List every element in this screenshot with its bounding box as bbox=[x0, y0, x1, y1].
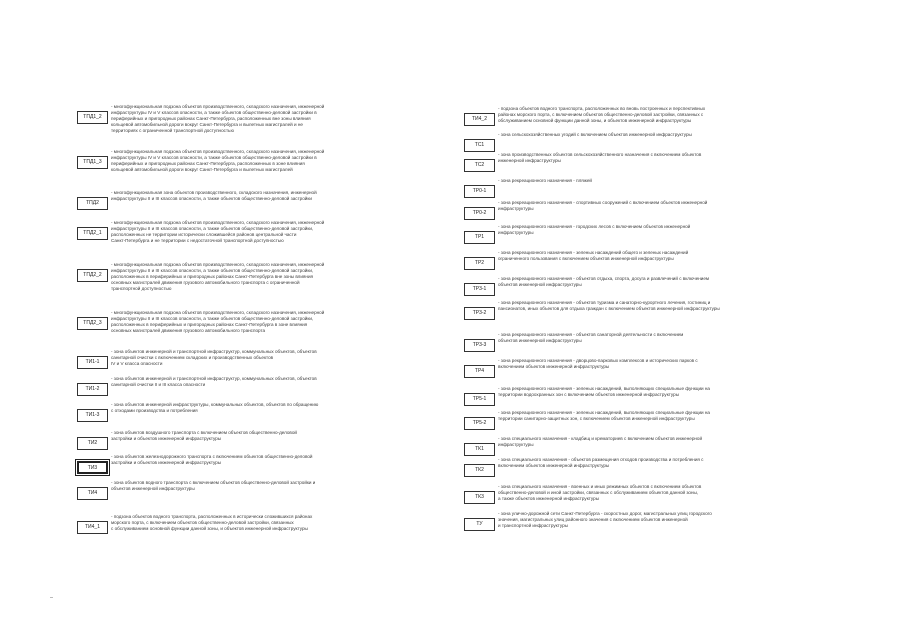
zone-description-line: ограниченного пользования с включением объектов инженерной инфраструктуры bbox=[498, 255, 674, 261]
zone-description bbox=[498, 276, 709, 288]
zone-code-box: ТР2 bbox=[464, 257, 495, 270]
zone-code-box: ТУ bbox=[464, 518, 495, 531]
zone-description-line: - зона объектов железнодорожного транспорта с включением объектов общественно-деловой bbox=[111, 454, 313, 459]
zone-code-box: ТПД1_2 bbox=[77, 111, 108, 124]
zone-description-line: - зона рекреационного назначения - городских лесов с включением объектов инженерной bbox=[498, 224, 691, 229]
zone-description-line: кольцевой автомобильной дороги вокруг Санкт-Петербурга и вылетных магистралей и не bbox=[111, 121, 303, 127]
zone-code-box: ТС2 bbox=[464, 159, 495, 172]
zone-description-line: периферийных и пригородных районах Санкт-Петербурга, расположенных вне зоны влияния bbox=[111, 115, 311, 121]
zone-code-box: ТИ4 bbox=[77, 487, 108, 500]
zone-description-line: - зона объектов инженерной инфраструктуры, коммунальных объектов, объектов по обращению bbox=[111, 402, 319, 407]
zone-description-line: обслуживанием основной функции данной зоны, и объектов инженерной инфраструктуры bbox=[498, 117, 692, 123]
zone-code-box: ТИ3 bbox=[77, 461, 108, 474]
zone-description bbox=[111, 104, 324, 134]
zone-description-line: санитарной очистки II и III класса опасности bbox=[111, 381, 206, 387]
zone-description-line: - многофункциональная подзона объектов производственного, складского назначения, инженерной bbox=[111, 220, 325, 225]
zone-description-line: расположенных в периферийных и пригородных районах Санкт-Петербурга вне зоны влияния bbox=[111, 273, 313, 279]
zone-description-line: инфраструктуры bbox=[498, 229, 534, 235]
zone-description-line: - многофункциональная подзона объектов производственного, складского назначения, инженерной bbox=[111, 149, 325, 154]
zone-description bbox=[498, 132, 692, 138]
zone-description-line: с обслуживанием основной функции данной зоны, и объектов инженерной инфраструктуры bbox=[111, 525, 308, 531]
zone-code-box: ТПД1_3 bbox=[77, 156, 108, 169]
zone-description-line: морского порта, с включением объектов общественно-деловой застройки, связанных bbox=[111, 519, 294, 525]
zone-description-line: - зона специального назначения - кладбищ и крематориев с включением объектов инженерной bbox=[498, 436, 703, 441]
zone-description-line: включением объектов инженерной инфраструктуры bbox=[498, 363, 610, 369]
zone-description-line: включением объектов инженерной инфраструктуры bbox=[498, 462, 610, 468]
zone-description bbox=[498, 410, 710, 422]
zone-description bbox=[111, 310, 324, 334]
zone-code-box: ТР4 bbox=[464, 365, 495, 378]
zone-description-line: санитарной очистки с включением складских и производственных объектов bbox=[111, 354, 274, 360]
zone-description-line: основных магистралей движения грузового автомобильного транспорта bbox=[111, 327, 266, 333]
zone-description-line: инфраструктуры IV и V классов опасности, а также объектов общественно-деловой застройки в bbox=[111, 154, 317, 160]
zone-description-line: застройки и объектов инженерной инфраструктуры bbox=[111, 459, 222, 465]
zone-description bbox=[111, 514, 312, 532]
zone-description-line: периферийных и пригородных районах Санкт-Петербурга, расположенных в зоне влияния bbox=[111, 160, 305, 166]
zone-description-line: а также объектов инженерной инфраструктуры bbox=[498, 495, 600, 501]
zone-description-line: - зона рекреационного назначения - объектов отдыха, спорта, досуга и развлечений с включением bbox=[498, 276, 710, 281]
page-mark bbox=[50, 597, 53, 598]
zone-description-line: - зона рекреационного назначения - зеленых насаждений общего и зеленых насаждений bbox=[498, 250, 689, 255]
zone-description-line: Санкт-Петербурга и не территории с недостаточной транспортной доступностью bbox=[111, 237, 284, 243]
zone-description bbox=[498, 332, 683, 344]
zone-code-box: ТИ1-2 bbox=[77, 383, 108, 396]
zone-description-line: значения, магистральных улиц районного значения с включением объектов инженерной bbox=[498, 516, 688, 522]
zone-description bbox=[498, 152, 701, 164]
zone-description bbox=[111, 220, 324, 244]
zone-description-line: инфраструктуры II и III классов опасности, а также объектов общественно-деловой застройки, bbox=[111, 267, 314, 273]
zone-description-line: пансионатов, иных объектов для отдыха граждан с включением объектов инженерной инфраструктуры bbox=[498, 305, 720, 311]
zone-description-line: инфраструктуры IV и V классов опасности, а также объектов общественно-деловой застройки в bbox=[111, 109, 317, 115]
zone-description-line: - зона улично-дорожной сети Санкт-Петербурга - скоростных дорог, магистральных улиц городского bbox=[498, 511, 712, 516]
zone-description bbox=[498, 250, 688, 262]
zone-description-line: - зона рекреационного назначения - объектов туризма и санаторно-курортного лечения, гостиниц и bbox=[498, 300, 711, 305]
zone-description bbox=[498, 300, 720, 312]
zone-code-box: ТК3 bbox=[464, 491, 495, 504]
zone-description-line: объектов инженерной инфраструктуры bbox=[498, 337, 582, 343]
zone-description-line: инфраструктуры II и III классов опасности, а также объектов общественно-деловой застройки, bbox=[111, 315, 314, 321]
zone-description bbox=[498, 484, 701, 502]
zone-description-line: - зона производственных объектов сельскохозяйственного назначения с включением объектов bbox=[498, 152, 702, 157]
zone-code-box: ТС1 bbox=[464, 139, 495, 152]
zone-description-line: - зона рекреационного назначения - объектов санаторной деятельности с включением bbox=[498, 332, 684, 337]
zone-code-box: ТПД2_1 bbox=[77, 227, 108, 240]
zone-code-box: ТИ1-3 bbox=[77, 409, 108, 422]
zone-description-line: и транспортной инфраструктуры bbox=[498, 522, 568, 528]
zone-code-box: ТК2 bbox=[464, 464, 495, 477]
zone-description bbox=[111, 149, 324, 173]
zone-code-box: ТР3-2 bbox=[464, 307, 495, 320]
zone-description-line: общественно-деловой и иной застройки, связанных с обслуживанием объектов данной зоны, bbox=[498, 489, 699, 495]
zone-code-box: ТИ4_1 bbox=[77, 521, 108, 534]
zone-description-line: кольцевой автомобильной дороги вокруг Санкт-Петербурга и вылетных магистралей bbox=[111, 166, 293, 172]
zone-description bbox=[498, 511, 712, 529]
zone-description bbox=[498, 178, 592, 184]
zone-description bbox=[498, 106, 705, 124]
zone-description-line: территории санитарно-защитных зон, с включением объектов инженерной инфраструктуры bbox=[498, 415, 695, 421]
zone-description-line: - подзона объектов водного транспорта, расположенных во вновь построенных и перспективных bbox=[498, 106, 706, 111]
zone-description-line: инженерной инфраструктуры bbox=[498, 157, 561, 163]
zone-description-line: - зона объектов инженерной и транспортной инфраструктур, коммунальных объектов, объектов bbox=[111, 376, 317, 381]
zone-code-box: ТК1 bbox=[464, 443, 495, 456]
zone-description bbox=[111, 454, 312, 466]
zone-description-line: - зона специального назначения - военных и иных режимных объектов с включением объектов bbox=[498, 484, 702, 489]
zone-description-line: - многофункциональная подзона объектов производственного, складского назначения, инженерной bbox=[111, 310, 325, 315]
zone-code-box: ТР1 bbox=[464, 231, 495, 244]
zone-description-line: - многофункциональная зона объектов производственного, складского назначения, инженерной bbox=[111, 190, 317, 195]
zone-description-line: расположенных не территории исторически сложившейся районов центральной части bbox=[111, 231, 297, 237]
zone-code-box: ТИ4_2 bbox=[464, 113, 495, 126]
zone-description-line: - зона рекреационного назначения - зеленых насаждений, выполняющих специальные функции на bbox=[498, 386, 710, 391]
zone-code-box: ТР3-1 bbox=[464, 283, 495, 296]
zone-code-box: ТР0-1 bbox=[464, 185, 495, 198]
zone-description bbox=[498, 358, 698, 370]
zone-description-line: расположенных в периферийных и пригородных районах Санкт-Петербурга в зоне влияния bbox=[111, 321, 308, 327]
zone-code-box: ТИ2 bbox=[77, 437, 108, 450]
zone-description-line: IV и V класса опасности bbox=[111, 360, 163, 366]
zone-description-line: инфраструктуры bbox=[498, 441, 534, 447]
zone-description-line: инфраструктуры II и III классов опасности, а также объектов общественно-деловой застройки bbox=[111, 195, 312, 201]
zone-code-box: ТПД2 bbox=[77, 197, 108, 210]
zone-description bbox=[111, 480, 315, 492]
zone-description-line: основных магистралей движения грузового автомобильного транспорта с ограниченной bbox=[111, 279, 300, 285]
zone-code-box: ТПД2_2 bbox=[77, 269, 108, 282]
zone-description bbox=[498, 224, 690, 236]
zone-description-line: транспортной доступностью bbox=[111, 285, 172, 291]
zone-description-line: - зона рекреационного назначения - зеленых насаждений, выполняющих специальные функции на bbox=[498, 410, 710, 415]
zone-code-box: ТИ1-1 bbox=[77, 356, 108, 369]
zone-description bbox=[111, 376, 317, 388]
zone-description bbox=[498, 436, 702, 448]
zone-description-line: - зона рекреационного назначения - дворцово-парковых комплексов и исторических парков с bbox=[498, 358, 698, 363]
zone-description bbox=[111, 349, 317, 367]
zone-description-line: - зона рекреационного назначения - пляжей bbox=[498, 178, 592, 183]
zone-description bbox=[111, 402, 318, 414]
zone-description-line: районах морского порта, с включением объектов общественно-деловой застройки, связанных с bbox=[498, 111, 704, 117]
zone-description-line: инфраструктуры II и III классов опасности, а также объектов общественно-деловой застройки, bbox=[111, 225, 314, 231]
zone-description-line: с отходами производства и потребления bbox=[111, 407, 198, 413]
zone-code-box: ТР3-3 bbox=[464, 339, 495, 352]
zone-code-box: ТР5-1 bbox=[464, 393, 495, 406]
zone-description-line: объектов инженерной инфраструктуры bbox=[498, 281, 582, 287]
zone-description-line: - зона объектов инженерной и транспортной инфраструктур, коммунальных объектов, объектов bbox=[111, 349, 317, 354]
zone-description bbox=[498, 386, 710, 398]
zone-description-line: - подзона объектов водного транспорта, расположенных в исторически сложившихся районах bbox=[111, 514, 313, 519]
zone-description-line: - зона объектов воздушного транспорта с включением объектов общественно-деловой bbox=[111, 430, 297, 435]
zone-description bbox=[111, 430, 297, 442]
zone-code-box: ТР5-2 bbox=[464, 417, 495, 430]
zone-description bbox=[498, 457, 703, 469]
zone-description-line: застройки и объектов инженерной инфраструктуры bbox=[111, 435, 222, 441]
zone-description-line: объектов инженерной инфраструктуры bbox=[111, 485, 195, 491]
zone-description-line: - зона специального назначения - объектов размещения отходов производства и потребления с bbox=[498, 457, 704, 462]
zone-code-box: ТР0-2 bbox=[464, 207, 495, 220]
zone-description-line: - зона рекреационного назначения - спортивных сооружений с включением объектов инженерной bbox=[498, 200, 708, 205]
zone-description-line: - многофункциональная подзона объектов производственного, складского назначения, инженерной bbox=[111, 104, 325, 109]
zone-description-line: - зона объектов водного транспорта с включением объектов общественно-деловой застройки и bbox=[111, 480, 316, 485]
zone-description-line: территории водоохранных зон с включением объектов инженерной инфраструктуры bbox=[498, 391, 680, 397]
zone-description-line: - зона сельскохозяйственных угодий с включением объектов инженерной инфраструктуры bbox=[498, 132, 692, 137]
zone-description-line: инфраструктуры bbox=[498, 205, 534, 211]
zone-code-box: ТПД2_3 bbox=[77, 317, 108, 330]
zone-description bbox=[111, 190, 317, 202]
zone-description-line: территориях с ограниченной транспортной доступностью bbox=[111, 127, 234, 133]
zone-description-line: - многофункциональная подзона объектов производственного, складского назначения, инженерной bbox=[111, 262, 325, 267]
zone-description bbox=[498, 200, 707, 212]
zone-description bbox=[111, 262, 324, 292]
